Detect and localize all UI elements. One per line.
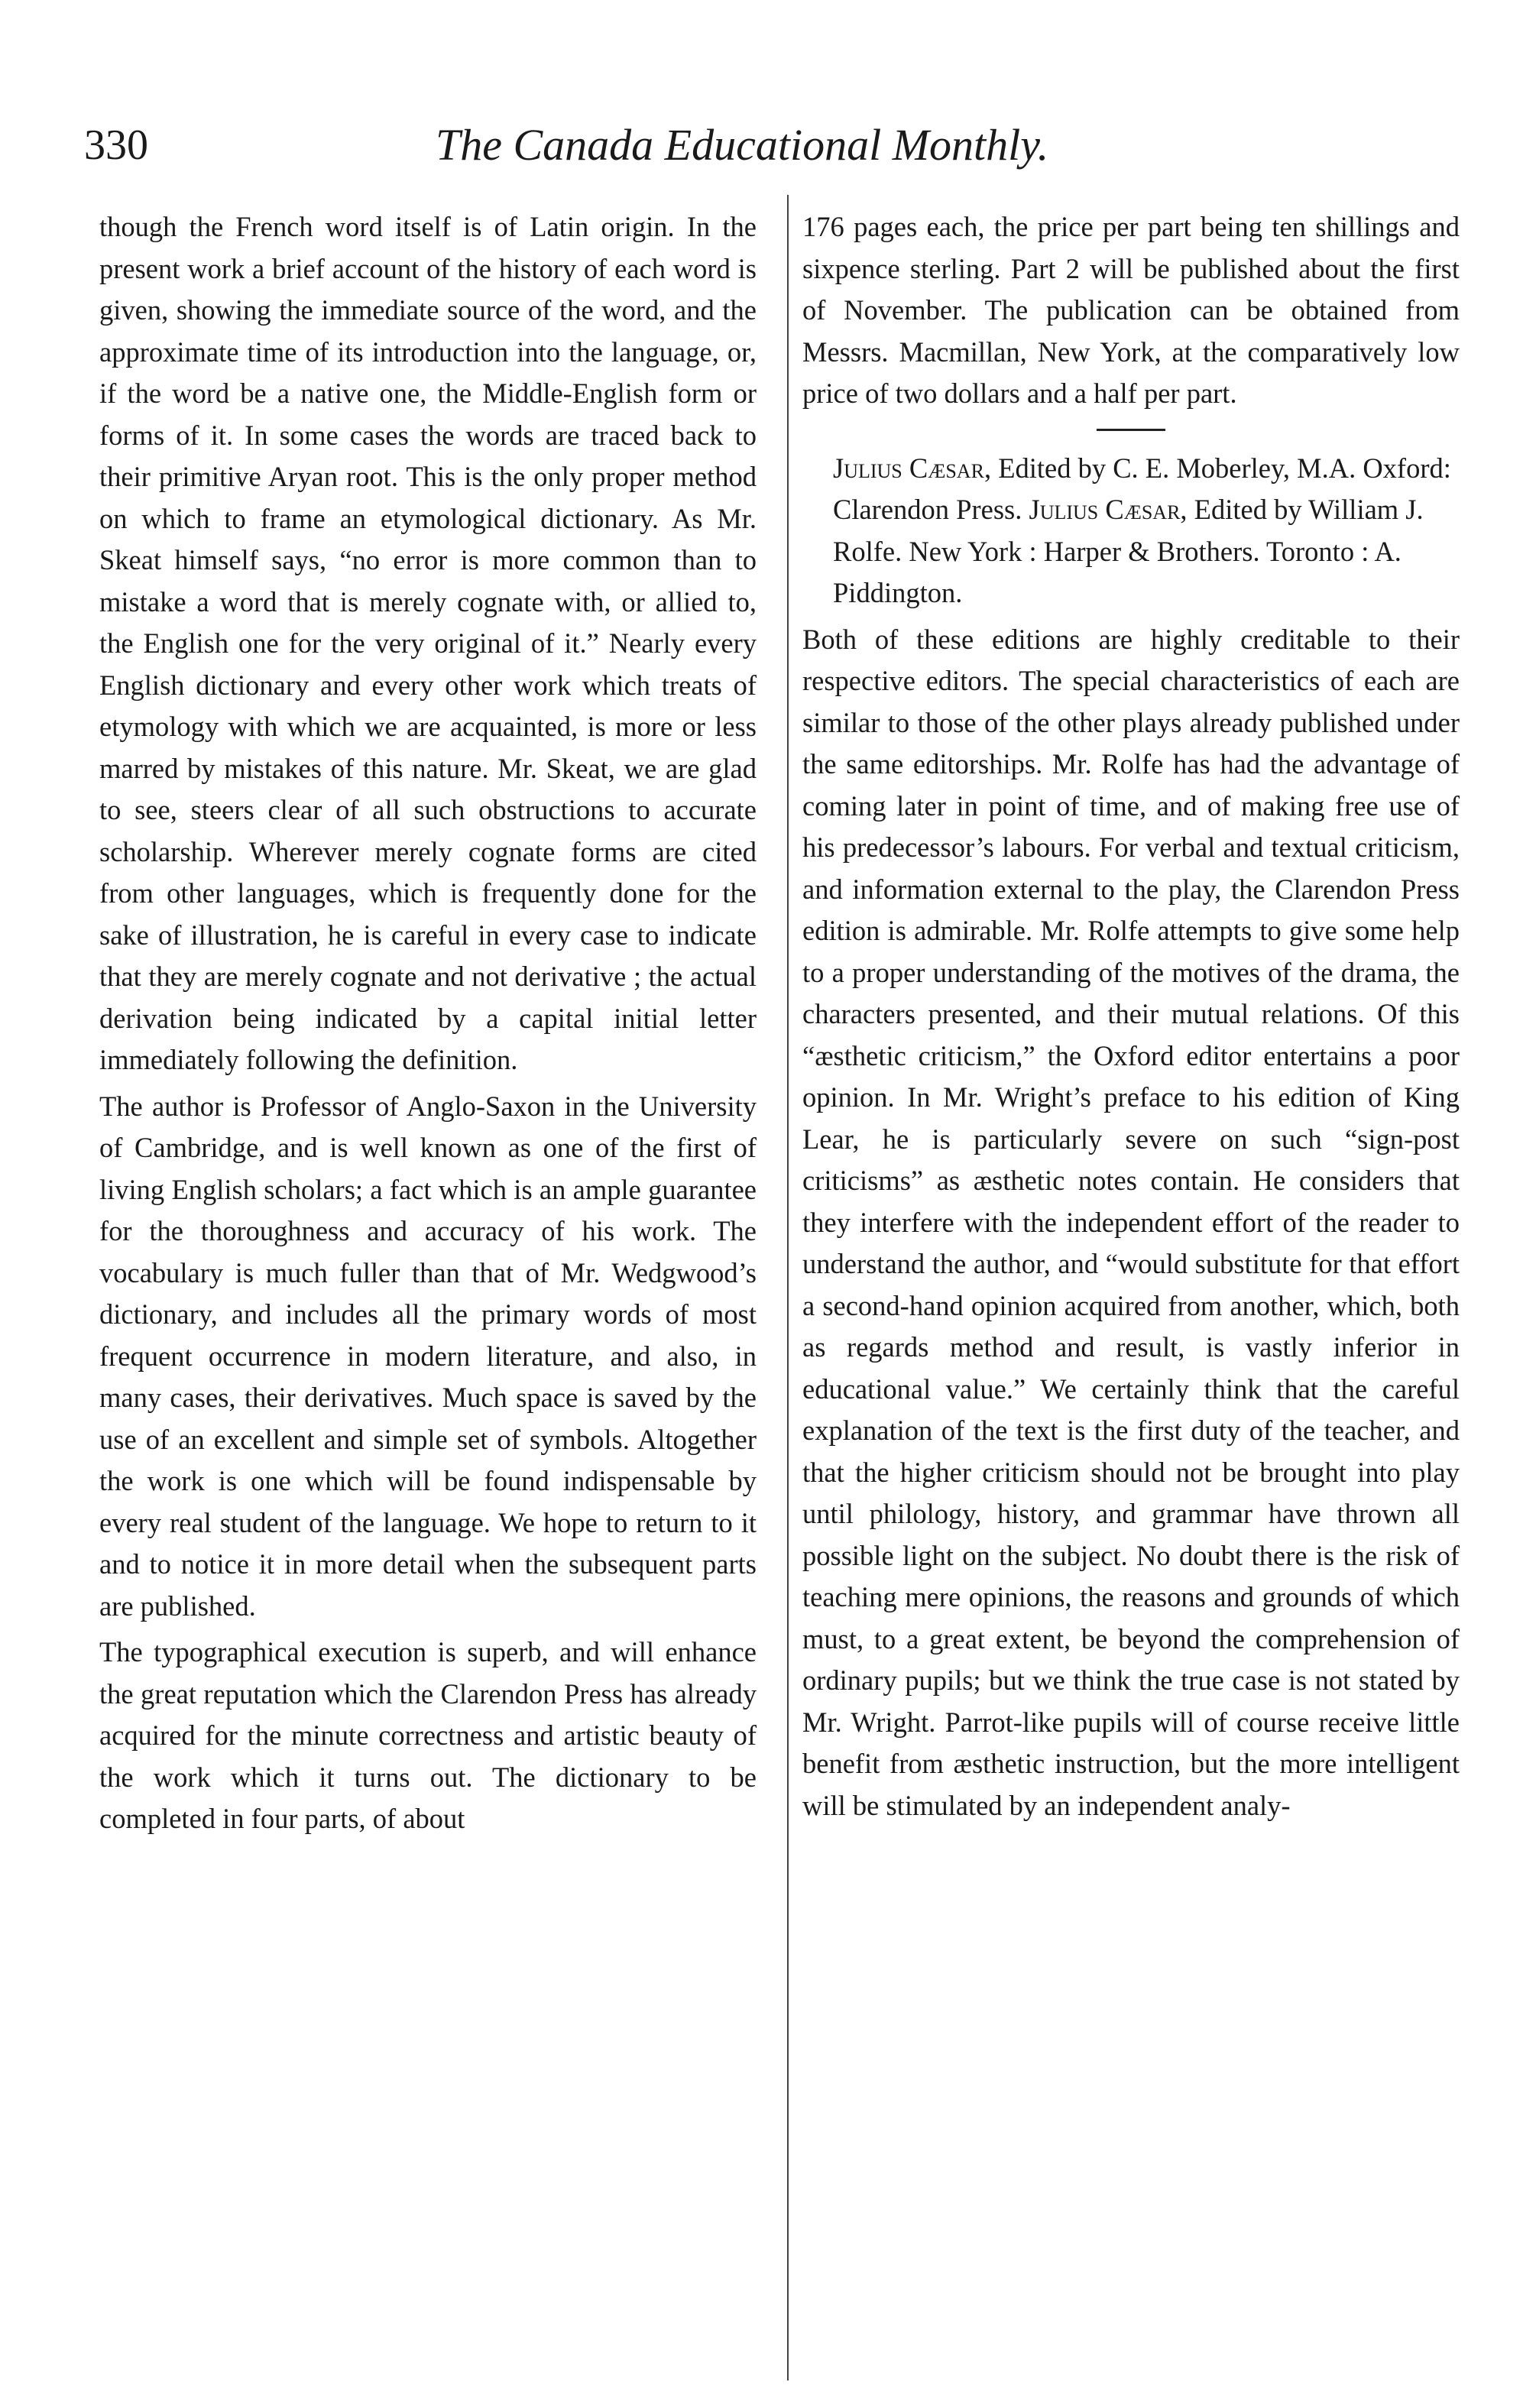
section-rule [1097,429,1165,431]
left-column [99,206,757,1840]
paragraph: though the French word itself is of Latin origin. In the present work a brief account of the history of each word is given, showing the immediate source of the word, and the approximate time of its introduction into the language, or, if the word be a native one, the Middle-English form or forms of it. In some cases the words are traced back to their primitive Aryan root. This is the only proper method on which to frame an etymological dictionary. As Mr. Skeat himself says, “no error is more common than to mistake a word that is merely cognate with, or allied to, the English one for the very original of it.” Nearly every English dictionary and every other work which treats of etymology with which we are acquainted, is more or less marred by mistakes of this nature. Mr. Skeat, we are glad to see, steers clear of all such obstructions to accurate scholarship. Wherever merely cognate forms are cited from other languages, which is frequently done for the sake of illustration, he is careful in every case to indicate that they are merely cognate and not derivative ; the actual derivation being indicated by a capital initial letter immediately following the definition. [99,211,757,1075]
book-details: , Edited by William J. Rolfe. New York : Harper & Brothers. Toronto : A. Piddington. [833,494,1424,608]
book-title: Julius Cæsar [1029,494,1181,525]
column-divider [787,195,789,2380]
paragraph: The typographical execution is superb, and will enhance the great reputation which the Clarendon Press has already acquired for the minute correctness and artistic beauty of the work which it turns out. The dictionary to be completed in four parts, of about [99,1636,757,1834]
book-details: , Edited by C. E. Moberley, M.A. Oxford: Clarendon Press. [833,452,1451,525]
book-entry [802,448,1460,614]
book-title: Julius Cæsar [833,452,984,484]
right-column [802,206,1460,1826]
page-header [84,115,1100,176]
page-number: 330 [84,122,148,169]
running-title: The Canada Educational Monthly. [436,120,1049,170]
paragraph: The author is Professor of Anglo-Saxon in the University of Cambridge, and is well known as one of the first of living English scholars; a fact which is an ample guarantee for the thoroughness and accuracy of his work. The vocabulary is much fuller than that of Mr. Wedgwood’s dictionary, and includes all the primary words of most frequent occurrence in modern literature, and also, in many cases, their derivatives. Much space is saved by the use of an excellent and simple set of symbols. Altogether the work is one which will be found indispensable by every real student of the language. We hope to return to it and to notice it in more detail when the subsequent parts are published. [99,1090,757,1622]
paragraph: Both of these editions are highly creditable to their respective editors. The special characteristics of each are similar to those of the other plays already published under the same editorships. Mr. Rolfe has had the advantage of coming later in point of time, and of making free use of his predecessor’s labours. For verbal and textual criticism, and information external to the play, the Clarendon Press edition is admirable. Mr. Rolfe attempts to give some help to a proper understanding of the motives of the drama, the characters presented, and their mutual relations. Of this “æsthetic criticism,” the Oxford editor entertains a poor opinion. In Mr. Wright’s preface to his edition of King Lear, he is particularly severe on such “sign-post criticisms” as æsthetic notes contain. He considers that they interfere with the independent effort of the reader to understand the author, and “would substitute for that effort a second-hand opinion acquired from another, which, both as regards method and result, is vastly inferior in educational value.” We certainly think that the careful explanation of the text is the first duty of the teacher, and that the higher criticism should not be brought into play until philology, history, and grammar have thrown all possible light on the subject. No doubt there is the risk of teaching mere opinions, the reasons and grounds of which must, to a great extent, be beyond the comprehension of ordinary pupils; but we think the true case is not stated by Mr. Wright. Parrot-like pupils will of course receive little benefit from æsthetic instruction, but the more intelligent will be stimulated by an independent analy- [802,623,1460,1821]
paragraph: 176 pages each, the price per part being ten shillings and sixpence sterling. Part 2 will be published about the first of November. The publication can be obtained from Messrs. Macmillan, New York, at the comparatively low price of two dollars and a half per part. [802,211,1460,409]
